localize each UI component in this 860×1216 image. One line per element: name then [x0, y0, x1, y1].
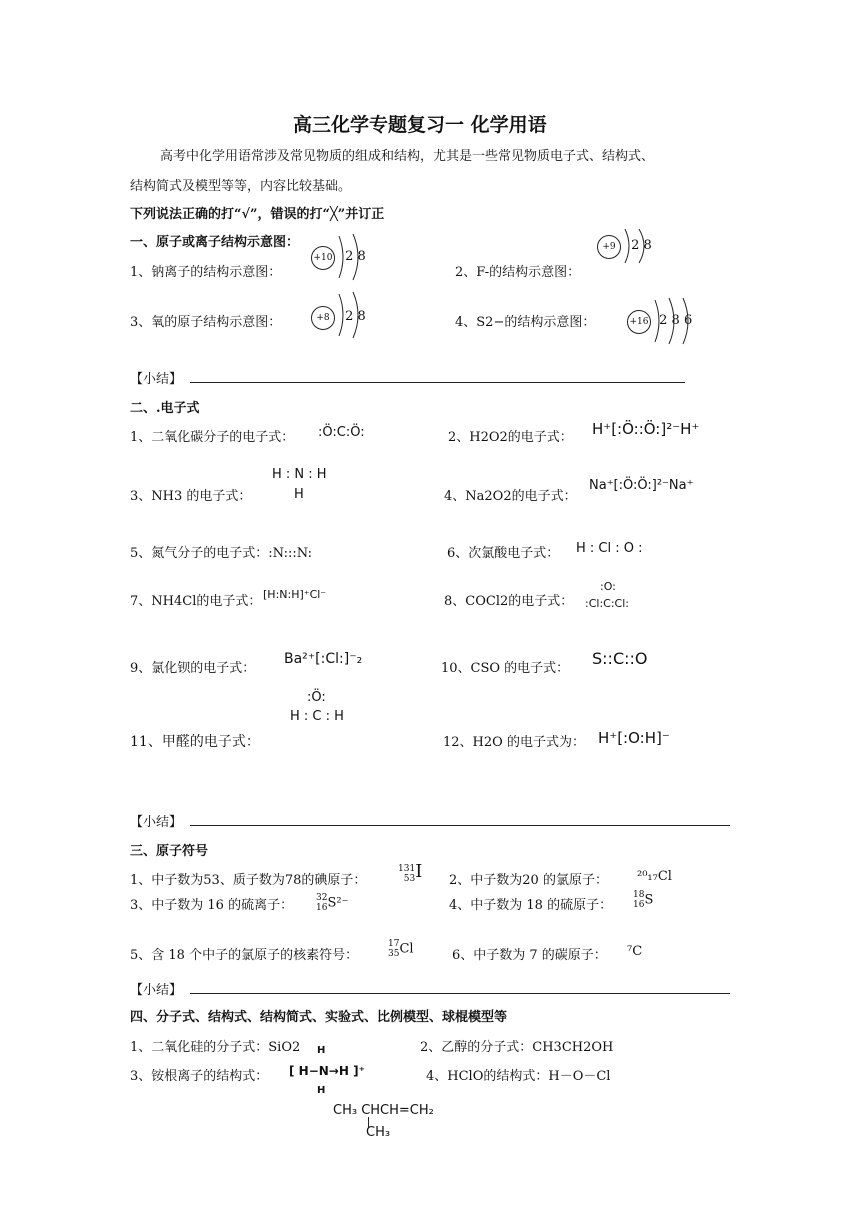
hcho-formula-top: :Ö:	[307, 690, 326, 705]
s2-q9: 9、氯化钡的电子式：	[130, 661, 256, 676]
s4-q2: 2、乙醇的分子式：CH3CH2OH	[420, 1040, 614, 1055]
mass-number: 131	[398, 863, 416, 874]
chlorine-symbol: ²⁰₁₇Cl	[637, 869, 672, 884]
summary-3-label: 【小结】	[130, 983, 183, 998]
s2-q10: 10、CSO 的电子式：	[441, 661, 570, 676]
s1-q4: 4、S2−的结构示意图：	[455, 315, 596, 330]
s2-q12: 12、H2O 的电子式为：	[443, 735, 585, 750]
s1-q2: 2、F-的结构示意图：	[455, 265, 581, 280]
s2-q2: 2、H2O2的电子式：	[448, 430, 573, 445]
s3-q4: 4、中子数为 18 的硫原子：	[449, 898, 613, 913]
page-title: 高三化学专题复习一 化学用语	[293, 114, 547, 136]
cso-formula: S::C::O	[592, 649, 648, 668]
summary-2-line	[190, 825, 730, 826]
s2-q4: 4、Na2O2的电子式：	[444, 489, 577, 504]
s4-q3: 3、铵根离子的结构式：	[130, 1069, 269, 1084]
ammonium-h-bottom: H	[317, 1085, 326, 1096]
co2-formula: :Ö:C:Ö:	[318, 425, 365, 440]
nucleus: +8	[311, 306, 335, 330]
mass-number: 17	[388, 939, 400, 949]
section-2-heading: 二、.电子式	[130, 401, 200, 416]
chlorine-nuclide	[388, 939, 414, 959]
nucleus: +10	[311, 246, 335, 270]
mass-number: 32	[316, 893, 328, 903]
atomic-number: 53	[403, 873, 416, 884]
summary-1-label: 【小结】	[130, 372, 183, 387]
s4-q1: 1、二氧化硅的分子式：SiO2	[130, 1040, 301, 1055]
section-4-heading: 四、分子式、结构式、结构简式、实验式、比例模型、球棍模型等	[130, 1010, 508, 1025]
s3-q2: 2、中子数为20 的氯原子：	[449, 873, 608, 888]
ammonium-h-top: H	[317, 1045, 326, 1056]
sulfide-symbol	[316, 893, 348, 913]
summary-3-line	[190, 993, 730, 994]
ammonium-formula: [ H−N→H ]⁺	[289, 1064, 365, 1078]
s2-q5: 5、氮气分子的电子式：:N:::N:	[130, 546, 312, 561]
s2-q6: 6、次氯酸电子式：	[447, 546, 560, 561]
shells: 2 8	[631, 238, 652, 253]
s3-q3: 3、中子数为 16 的硫离子：	[130, 898, 294, 913]
nucleus: +16	[627, 310, 651, 334]
diagram-o-atom	[311, 306, 366, 330]
section-1-heading: 一、原子或离子结构示意图：	[130, 235, 300, 250]
atomic-number: 35	[388, 949, 400, 959]
diagram-s-ion	[627, 310, 692, 334]
s3-q5: 5、含 18 个中子的氯原子的核素符号：	[130, 948, 359, 963]
atomic-number: 16	[316, 903, 328, 913]
s2-q3: 3、NH3 的电子式：	[130, 489, 252, 504]
intro-line-1: 高考中化学用语常涉及常见物质的组成和结构，尤其是一些常见物质电子式、结构式、	[160, 149, 655, 164]
structure-main-chain: CH₃ CHCH=CH₂	[333, 1103, 434, 1118]
carbon-symbol: ⁷C	[627, 944, 643, 959]
iodine-symbol	[398, 861, 422, 884]
cocl2-formula-bottom: :Cl:C:Cl:	[585, 597, 629, 610]
structure-branch: CH₃	[366, 1125, 391, 1140]
s2-q11: 11、甲醛的电子式：	[130, 734, 260, 750]
h2o2-formula: H⁺[:Ö::Ö:]²⁻H⁺	[592, 420, 700, 438]
na2o2-formula: Na⁺[:Ö:Ö:]²⁻Na⁺	[589, 478, 694, 493]
nh3-formula-bottom: H	[294, 487, 304, 502]
s3-q6: 6、中子数为 7 的碳原子：	[452, 948, 607, 963]
intro-line-2: 结构简式及模型等等，内容比较基础。	[130, 179, 352, 194]
s2-q7: 7、NH4Cl的电子式：	[130, 594, 262, 609]
section-3-heading: 三、原子符号	[130, 844, 209, 859]
shells: 2 8 6	[659, 313, 693, 328]
nh4cl-formula: [H:N:H]⁺Cl⁻	[263, 588, 327, 601]
cocl2-formula-top: :O:	[600, 580, 616, 593]
s2-q8: 8、COCl2的电子式：	[444, 594, 574, 609]
diagram-f-ion	[597, 235, 652, 259]
nh3-formula-top: H : N : H	[272, 467, 327, 482]
element-symbol: I	[415, 861, 423, 882]
shells: 2 8	[345, 309, 366, 324]
summary-2-label: 【小结】	[130, 815, 183, 830]
s4-q4: 4、HClO的结构式：H－O－Cl	[426, 1069, 611, 1084]
diagram-na-ion	[311, 246, 366, 270]
instruction: 下列说法正确的打“√”，错误的打“╳”并订正	[130, 207, 385, 222]
atomic-number: 16	[633, 900, 645, 910]
s3-q1: 1、中子数为53、质子数为78的碘原子：	[130, 873, 367, 888]
element-symbol: Cl	[399, 941, 414, 957]
hcho-formula-bottom: H : C : H	[290, 709, 344, 724]
element-symbol: S²⁻	[327, 895, 349, 911]
shells: 2 8	[345, 249, 366, 264]
mass-number: 18	[633, 890, 645, 900]
nucleus: +9	[597, 235, 621, 259]
bacl2-formula: Ba²⁺[:Cl:]⁻₂	[284, 651, 363, 667]
hclo-formula: H : Cl : O :	[576, 541, 643, 556]
sulfur-symbol	[633, 890, 653, 910]
h2o-formula: H⁺[:O:H]⁻	[598, 729, 670, 747]
summary-1-line	[190, 382, 685, 383]
s1-q3: 3、氧的原子结构示意图：	[130, 315, 282, 330]
s2-q1: 1、二氧化碳分子的电子式：	[130, 430, 295, 445]
element-symbol: S	[644, 892, 654, 908]
s1-q1: 1、钠离子的结构示意图：	[130, 265, 282, 280]
